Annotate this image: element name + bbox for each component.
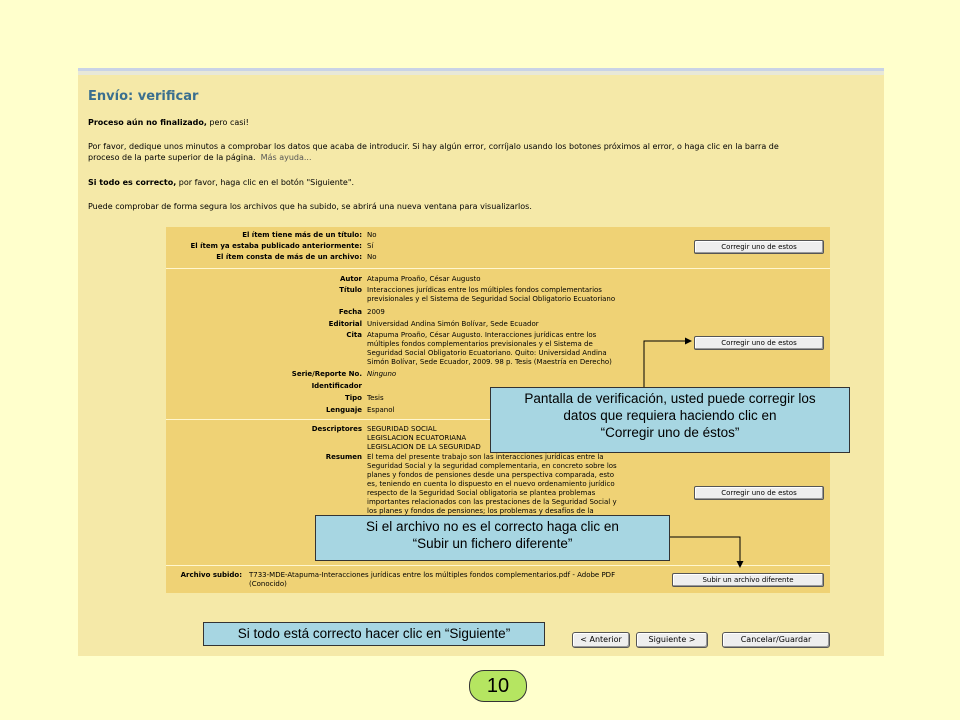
field-value: Interacciones jurídicas entre los múltiples fondos complementarios previsionales y el Sistema de Seguridad Social Obligatorio Ecuatoriano: [367, 286, 616, 303]
field-label: El ítem tiene más de un título:: [242, 231, 362, 239]
previous-button[interactable]: < Anterior: [572, 632, 630, 648]
slide-number-badge: 10: [469, 670, 527, 702]
correct-section3-button[interactable]: Corregir uno de estos: [694, 486, 824, 500]
correct-section1-button[interactable]: Corregir uno de estos: [694, 240, 824, 254]
field-value: No: [367, 253, 377, 261]
field-value: No: [367, 231, 377, 239]
arrow-to-correct-button: [644, 341, 691, 387]
next-callout: Si todo está correcto hacer clic en “Siguiente”: [203, 622, 545, 646]
field-label: Cita: [346, 331, 362, 339]
field-value: Universidad Andina Simón Bolívar, Sede Ecuador: [367, 320, 539, 328]
field-value: El tema del presente trabajo son las interacciones jurídicas entre la Seguridad Social y la seguridad complementaria, en concreto sobre los planes y fondos de pensiones desde una perspectiva comparada, esto es, teniendo en cuenta lo dispuesto en el nuevo ordenamiento jurídico respecto de la Seguridad Social obligatoria se plantea problemas importantes relacionados con las prestaciones de la Seguridad Social y los planes y fondos de pensiones; los problemas y desafíos de la: [367, 453, 617, 515]
upload-different-file-button[interactable]: Subir un archivo diferente: [672, 573, 824, 587]
field-value: Atapuma Proaño, César Augusto. Interacciones jurídicas entre los múltiples fondos complementarios previsionales y el Sistema de Seguridad Social Obligatorio Ecuatoriano. Quito: Universidad Andina Simón Bolívar, Sede Ecuador, 2009. 98 p. Tesis (Maestría en Derecho): [367, 331, 612, 366]
verification-callout: Pantalla de verificación, usted puede corregir los datos que requiera haciendo clic en “Corregir uno de éstos”: [490, 387, 850, 453]
status-message: Proceso aún no finalizado, pero casi!: [88, 118, 249, 127]
field-value: Atapuma Proaño, César Augusto: [367, 275, 481, 283]
help-link[interactable]: Más ayuda...: [260, 153, 312, 162]
confirm-paragraph: Si todo es correcto, por favor, haga clic en el botón "Siguiente".: [88, 178, 355, 187]
field-label: El ítem ya estaba publicado anteriormente:: [190, 242, 362, 250]
field-label: Tipo: [345, 394, 362, 402]
field-label: Autor: [339, 275, 362, 283]
field-label: El ítem consta de más de un archivo:: [216, 253, 362, 261]
uploaded-file[interactable]: T733-MDE-Atapuma-Interacciones jurídicas entre los múltiples fondos complementarios.pdf - Adobe PDF (Conocido): [249, 571, 616, 588]
field-value: Tesis: [367, 394, 384, 402]
field-value: 2009: [367, 308, 385, 316]
field-value: Espanol: [367, 406, 395, 414]
instructions-paragraph: Por favor, dedique unos minutos a comprobar los datos que acaba de introducir. Si hay algún error, corríjalo usando los botones próximos al error, o haga clic en la barra de proceso de la parte superior de la página. Más ayuda...: [88, 142, 779, 162]
field-label: Serie/Reporte No.: [291, 370, 362, 378]
field-value: Ninguno: [367, 370, 397, 378]
field-label: Editorial: [328, 320, 362, 328]
correct-section2-button[interactable]: Corregir uno de estos: [694, 336, 824, 350]
upload-callout: Si el archivo no es el correcto haga clic en “Subir un fichero diferente”: [315, 515, 670, 561]
field-label: Descriptores: [311, 425, 362, 433]
field-label: Resumen: [325, 453, 362, 461]
cancel-save-button[interactable]: Cancelar/Guardar: [722, 632, 830, 648]
field-label: Título: [339, 286, 362, 294]
field-value: Sí: [367, 242, 374, 250]
field-label: Identificador: [311, 382, 362, 390]
field-label: Fecha: [338, 308, 362, 316]
arrow-to-upload-button: [668, 537, 740, 567]
field-value: SEGURIDAD SOCIAL LEGISLACION ECUATORIANA LEGISLACION DE LA SEGURIDAD: [367, 425, 481, 451]
field-label: Lenguaje: [325, 406, 362, 414]
next-button[interactable]: Siguiente >: [636, 632, 708, 648]
files-paragraph: Puede comprobar de forma segura los archivos que ha subido, se abrirá una nueva ventana para visualizarlos.: [88, 202, 532, 211]
field-label: Archivo subido:: [180, 571, 242, 579]
page-title: Envío: verificar: [88, 89, 199, 104]
